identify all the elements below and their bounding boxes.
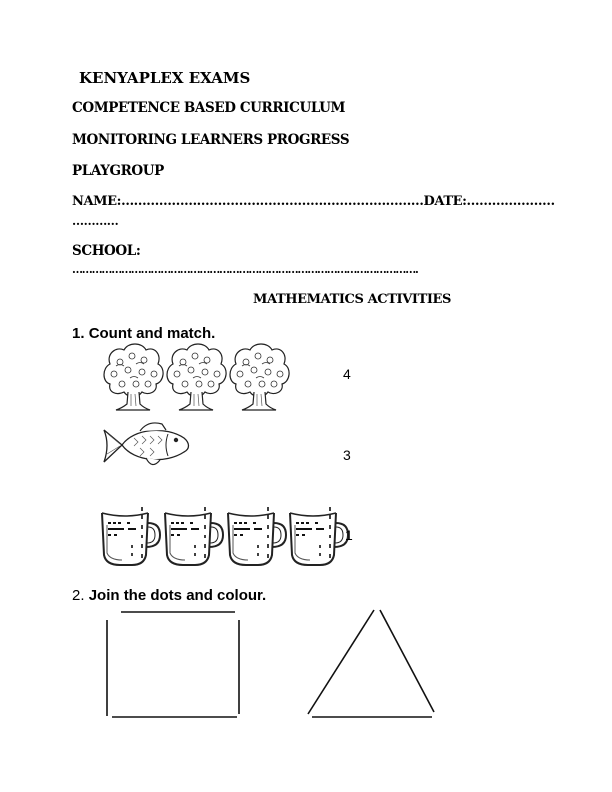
name-date-line-continued: ………… xyxy=(72,214,119,228)
level-heading: PLAYGROUP xyxy=(72,163,164,179)
q1-number-option: 4 xyxy=(343,366,351,382)
q2-title: Join the dots and colour. xyxy=(88,587,267,604)
mug-group xyxy=(98,505,353,573)
q1-number-option: 3 xyxy=(343,447,351,463)
subject-heading: MATHEMATICS ACTIVITIES xyxy=(253,292,452,307)
monitoring-heading: MONITORING LEARNERS PROGRESS xyxy=(72,132,350,148)
curriculum-heading: COMPETENCE BASED CURRICULUM xyxy=(72,100,346,116)
mug-icon xyxy=(102,507,160,565)
tree-group xyxy=(100,342,280,414)
q1-heading xyxy=(72,325,215,342)
q2-number: 2. xyxy=(72,587,85,604)
mug-icon xyxy=(165,507,223,565)
mug-icon xyxy=(290,507,348,565)
school-label: SCHOOL: xyxy=(72,243,141,259)
square-outline xyxy=(100,608,245,722)
exam-org-title: KENYAPLEX EXAMS xyxy=(79,69,251,87)
tree-icon xyxy=(230,344,289,410)
q1-number: 1. xyxy=(72,325,85,342)
q1-title: Count and match. xyxy=(88,325,216,342)
tree-icon xyxy=(167,344,226,410)
tree-icon xyxy=(104,344,163,410)
school-line: ……………………………………………………………………………………………. xyxy=(72,263,418,276)
q1-number-option: 1 xyxy=(345,527,353,543)
q2-heading xyxy=(72,587,266,604)
fish-icon xyxy=(100,418,192,472)
triangle-outline xyxy=(302,604,440,720)
name-date-line: NAME:………………………………………………………………DATE:………………… xyxy=(72,194,555,209)
mug-icon xyxy=(228,507,286,565)
